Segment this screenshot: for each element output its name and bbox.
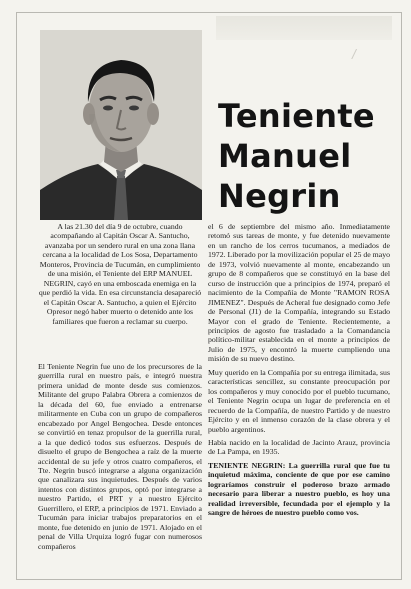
right-paragraph-1: el 6 de septiembre del mismo año. Inmediatamente retomó sus tareas de monte, y fue detenido nuevamente en un rancho de los cerros tucumanos, a mediados de 1972. Liberado por la movilización popular el 25 de mayo de 1973, volvió nuevamente al monte, encabezando un grupo de 8 compañeros que se constituyó en la base del curso de instrucción que a principios de 1974, preparó el nacimiento de la Compañía de Monte "RAMON ROSA JIMENEZ". Después de Acheral fue designado como Jefe de Personal (J1) de la Compañía, integrando su Estado Mayor con el grado de Teniente. Recientemente, a principios de agosto fue trasladado a la Comandancia político-militar establecida en el monte a principios de Julio de 1975, y encontró la muerte cumpliendo una misión de su nuevo destino. (208, 222, 390, 364)
right-column (208, 222, 390, 522)
title-line-2: Manuel (218, 137, 352, 175)
faint-mark: / (352, 46, 356, 62)
portrait-illustration (40, 30, 202, 220)
intro-paragraph: A las 21.30 del día 9 de octubre, cuando acompañando al Capitán Oscar A. Santucho, avanzaba por un sendero rural en una zona llana cercana a la localidad de Los Sosa, Departamento Monteros, Provincia de Tucumán, en cumplimiento de una misión, el Teniente del ERP MANUEL NEGRIN, cayó en una emboscada enemiga en la que perdió la vida. En esa circunstancia desapareció el Capitán Oscar A. Santucho, a quien el Ejército Opresor negó haber muerto o detenido ante los familiares que fueron a reclamar su cuerpo. (38, 222, 202, 326)
right-paragraph-2: Muy querido en la Compañía por su entrega ilimitada, sus características sencillez, su constante preocupación por los compañeros y muy conocido por el pueblo tucumano, el Teniente Negrin ocupa un lugar de preferencia en el recuerdo de la Compañía, de nuestro Partido y de nuestro Ejército y en el inmenso corazón de la clase obrera y el pueblo argentinos. (208, 367, 390, 434)
right-paragraph-4: TENIENTE NEGRIN: La guerrilla rural que fue tu inquietud máxima, conciente de que por ese camino lograríamos construir el poderoso brazo armado necesario para liberar a nuestro pueblo, es hoy una realidad irreversible, fecundada por el ejemplo y la sangre de héroes de nuestro pueblo como vos. (208, 460, 390, 518)
article-title (218, 96, 398, 216)
right-paragraph-3: Había nacido en la localidad de Jacinto Arauz, provincia de La Pampa, en 1935. (208, 437, 390, 457)
header-band (216, 16, 392, 40)
title-line-1: Teniente (218, 97, 375, 135)
left-column-body (38, 362, 202, 555)
biography-paragraph: El Teniente Negrin fue uno de los precursores de la guerrilla rural en nuestro país, e integró nuestra primera unidad de monte desde sus comienzos. Militante del grupo Palabra Obrera a comienzos de la década del 60, fue enviado a entrenarse militarmente en Cuba con un grupo de compañeros encabezado por Angel Bengochea. Desde entonces se convirtió en tenaz propulsor de la guerrilla rural, a la que dedicó todos sus esfuerzos. Después de disuelto el grupo de Bengochea a raíz de la muerte accidental de su jefe y otros cuatro compañeros, el Tte. Negrin buscó integrarse a alguna organización que canalizara sus inquietudes. Después de varios intentos con distintos grupos, optó por integrarse a nuestro Partido, el PRT y a nuestro Ejército Guerrillero, el ERP, a principios de 1971. Enviado a Tucumán para iniciar trabajos preparatorios en el monte, fue detenido en junio de 1971. Alojado en el penal de Villa Urquiza logró fugar con numerosos compañeros (38, 362, 202, 551)
portrait-photo (40, 30, 202, 220)
title-line-3: Negrin (218, 177, 341, 215)
left-column-intro (38, 222, 202, 330)
